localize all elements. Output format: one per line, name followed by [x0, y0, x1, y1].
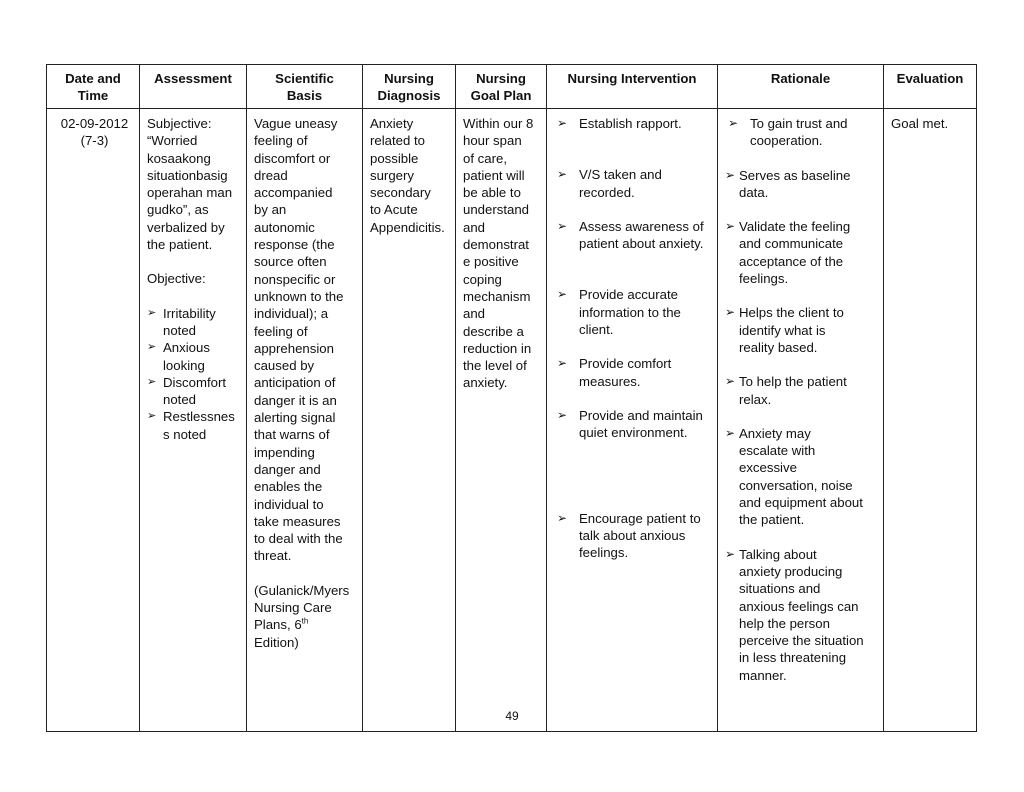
- arrow-bullet-icon: ➢: [147, 375, 157, 388]
- intervention-list: [554, 115, 713, 561]
- header-scientific-basis: Scientific Basis: [247, 65, 363, 109]
- rationale-list-continued: [725, 167, 879, 684]
- list-item: ➢ Irritability noted: [147, 305, 216, 338]
- arrow-bullet-icon: ➢: [557, 167, 568, 182]
- arrow-bullet-icon: ➢: [725, 546, 736, 561]
- reference-text: (Gulanick/Myers Nursing Care Plans, 6th Edition): [254, 582, 350, 650]
- arrow-bullet-icon: ➢: [728, 116, 739, 130]
- list-item: ➢ Discomfort noted: [147, 374, 227, 408]
- table-row: [47, 109, 977, 732]
- date-text: 02-09-2012: [60, 116, 129, 131]
- list-item: ➢ Assess awareness of patient about anxiety.: [557, 218, 704, 252]
- header-row: [47, 65, 977, 109]
- nursing-diagnosis-cell: [363, 109, 456, 732]
- list-item: ➢ Provide accurate information to the client.: [557, 287, 681, 338]
- arrow-bullet-icon: ➢: [725, 425, 736, 440]
- evaluation-cell: [884, 109, 977, 732]
- list-item: ➢ To help the patient relax.: [725, 374, 847, 407]
- goal-plan-cell: [456, 109, 547, 732]
- page-number: 49: [505, 709, 519, 723]
- list-item: ➢ Restlessnes s noted: [147, 409, 235, 442]
- header-rationale: Rationale: [718, 65, 884, 109]
- reference-superscript: th: [301, 616, 309, 626]
- list-item: ➢ Helps the client to identify what is reality based.: [725, 305, 844, 355]
- arrow-bullet-icon: ➢: [147, 410, 157, 423]
- list-item: ➢ Establish rapport.: [557, 116, 682, 131]
- arrow-bullet-icon: ➢: [557, 407, 568, 422]
- rationale-list: [725, 115, 879, 167]
- arrow-bullet-icon: ➢: [147, 306, 157, 319]
- list-item: ➢ Serves as baseline data.: [725, 167, 851, 200]
- list-item: ➢ To gain trust and cooperation.: [728, 116, 848, 149]
- rationale-cell: [718, 109, 884, 732]
- arrow-bullet-icon: ➢: [725, 305, 736, 320]
- evaluation-text: Goal met.: [891, 116, 949, 131]
- arrow-bullet-icon: ➢: [725, 167, 736, 182]
- list-item: ➢ Provide comfort measures.: [557, 356, 672, 389]
- header-date-time: Date and Time: [47, 65, 140, 109]
- objective-list: [147, 305, 242, 443]
- nursing-diagnosis-text: Anxiety related to possible surgery secondary to Acute Appendicitis.: [370, 116, 445, 235]
- goal-plan-text: Within our 8 hour span of care, patient will be able to understand and demonstrat e positive coping mechanism and describe a reduction in the level of anxiety.: [463, 116, 534, 391]
- date-time-cell: [47, 109, 140, 732]
- scientific-basis-cell: [247, 109, 363, 732]
- header-intervention: Nursing Intervention: [547, 65, 718, 109]
- list-item: ➢ V/S taken and recorded.: [557, 167, 662, 200]
- header-evaluation: Evaluation: [884, 65, 977, 109]
- list-item: ➢ Anxious looking: [147, 340, 210, 373]
- list-item: ➢ Anxiety may escalate with excessive conversation, noise and equipment about the patient.: [725, 425, 863, 528]
- arrow-bullet-icon: ➢: [725, 374, 736, 389]
- time-text: (7-3): [80, 133, 109, 149]
- arrow-bullet-icon: ➢: [557, 356, 568, 371]
- header-goal-plan: Nursing Goal Plan: [456, 65, 547, 109]
- arrow-bullet-icon: ➢: [557, 218, 568, 233]
- arrow-bullet-icon: ➢: [557, 287, 568, 302]
- subjective-text: “Worried kosaakong situationbasig operahan man gudko”, as verbalized by the patient.: [147, 133, 233, 253]
- list-item: ➢ Encourage patient to talk about anxious feelings.: [557, 510, 701, 561]
- list-item: ➢ Talking about anxiety producing situations and anxious feelings can help the person perceive the situation in less threatening manner.: [725, 546, 864, 683]
- intervention-cell: [547, 109, 718, 732]
- list-item: ➢ Provide and maintain quiet environment.: [557, 407, 703, 441]
- arrow-bullet-icon: ➢: [557, 510, 568, 525]
- subjective-label: Subjective:: [147, 116, 212, 131]
- arrow-bullet-icon: ➢: [725, 219, 736, 234]
- arrow-bullet-icon: ➢: [557, 116, 568, 130]
- nursing-care-plan-table: [46, 64, 977, 732]
- objective-label: Objective:: [147, 271, 206, 287]
- arrow-bullet-icon: ➢: [147, 341, 157, 354]
- header-assessment: Assessment: [140, 65, 247, 109]
- assessment-cell: [140, 109, 247, 732]
- list-item: ➢ Validate the feeling and communicate acceptance of the feelings.: [725, 219, 851, 287]
- header-nursing-diagnosis: Nursing Diagnosis: [363, 65, 456, 109]
- scientific-basis-text: Vague uneasy feeling of discomfort or dread accompanied by an autonomic response (the source often nonspecific or unknown to the individual); a feeling of apprehension caused by anticipation of danger it is an alerting signal that warns of impending danger and enables the individual to take measures to deal with the threat.: [254, 116, 344, 564]
